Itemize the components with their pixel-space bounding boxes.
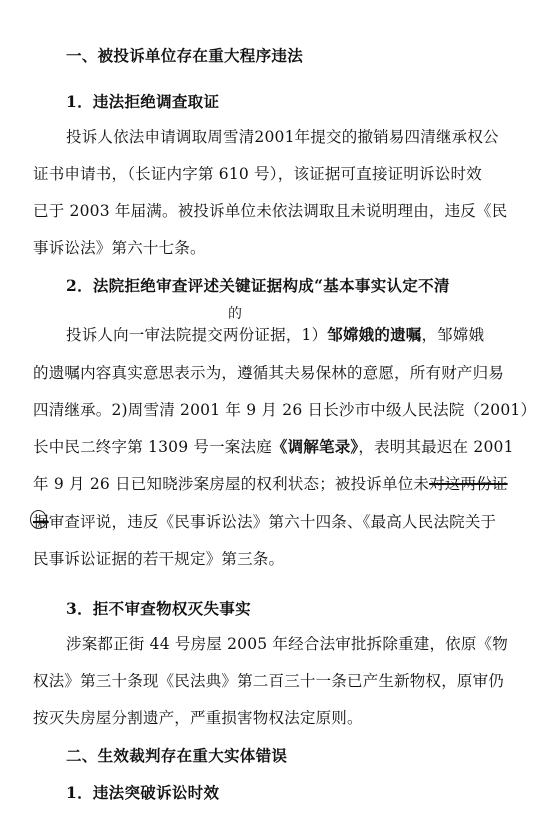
section2-item1-title: 1．违法突破诉讼时效	[66, 783, 220, 802]
item3-line-3: 按灭失房屋分割遗产，严重损害物权法定原则。	[33, 709, 363, 727]
item1-line-4: 事诉讼法》第六十七条。	[33, 239, 206, 257]
item2-line-2: 的遗嘱内容真实意思表示为，遵循其夫易保林的意愿，所有财产归易	[33, 364, 505, 382]
item2-line-4a: 长中民二终字第 1309 号一案法庭	[33, 438, 272, 456]
item1-line-2: 证书申请书，（长证内字第 610 号），该证据可直接证明诉讼时效	[33, 165, 482, 183]
section2-heading: 二、生效裁判存在重大实体错误	[66, 746, 288, 765]
struck-text: 对这两份证	[429, 475, 508, 493]
item2-line-1a: 投诉人向一审法院提交	[66, 326, 224, 344]
item1-title: 1．违法拒绝调查取证	[66, 92, 220, 111]
mediation-record: 《调解笔录》	[271, 437, 359, 456]
handwritten-insert: 的	[228, 306, 242, 322]
item2-line-5	[33, 472, 508, 494]
will-title: 邹嫦娥的遗嘱	[327, 325, 422, 344]
item2-line-7: 民事诉讼证据的若干规定》第三条。	[33, 550, 285, 568]
item2-line-1c: ，邹嫦娥	[421, 326, 485, 344]
item2-line-4	[33, 435, 514, 457]
item3-title: 3．拒不审查物权灭失事实	[66, 599, 251, 618]
item3-line-2: 权法》第三十条现《民法典》第二百三十一条已产生新物权，原审仍	[33, 672, 505, 690]
item2-line-6	[33, 510, 496, 532]
struck-char: 据	[33, 513, 49, 531]
section1-heading: 一、被投诉单位存在重大程序违法	[66, 46, 304, 65]
item2-line-1	[66, 323, 484, 345]
item2-line-3: 四清继承。2)周雪清 2001 年 9 月 26 日长沙市中级人民法院（2001）	[33, 401, 537, 419]
item3-line-1: 涉案都正街 44 号房屋 2005 年经合法审批拆除重建，依原《物	[66, 635, 508, 653]
item2-line-4b: ，表明其最迟在 2001	[358, 438, 514, 456]
item1-line-3: 已于 2003 年届满。被投诉单位未依法调取且未说明理由，违反《民	[33, 202, 508, 220]
item2-line-1b: 两份证据，1）	[223, 326, 328, 344]
item1-line-1: 投诉人依法申请调取周雪清2001年提交的撤销易四清继承权公	[66, 128, 499, 146]
item2-line-5a: 年 9 月 26 日已知晓涉案房屋的权利状态；被投诉单位未	[33, 475, 430, 493]
item2-title: 2．法院拒绝审查评述关键证据构成“基本事实认定不清	[66, 276, 450, 295]
item2-line-6b: 审查评说，违反《民事诉讼法》第六十四条、《最高人民法院关于	[48, 513, 497, 531]
